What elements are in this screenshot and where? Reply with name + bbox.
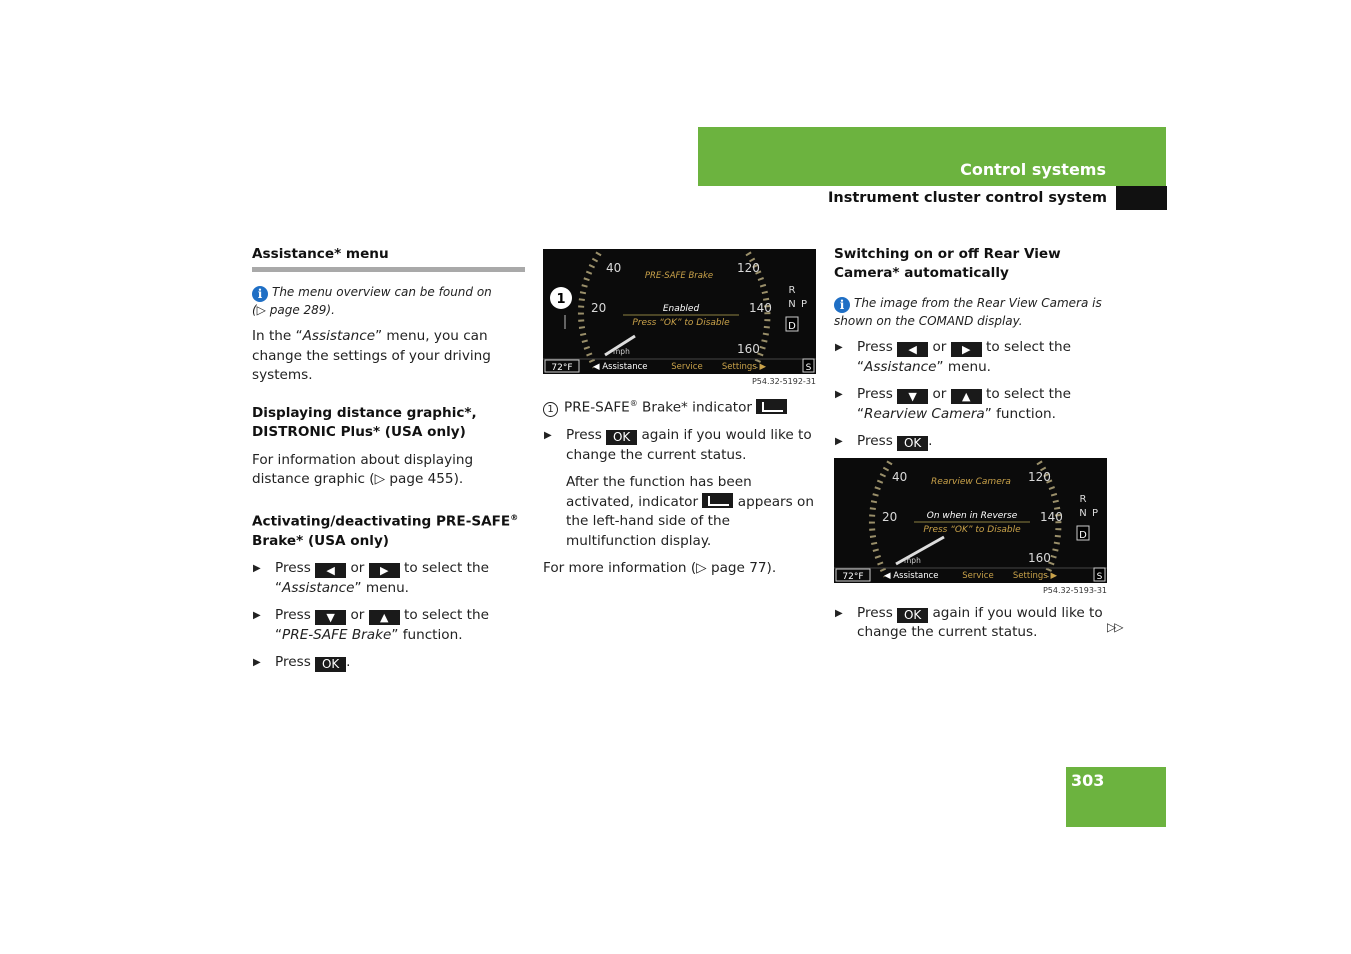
right-key-icon: ▶ <box>369 563 400 578</box>
temperature-readout: 72°F <box>551 363 573 373</box>
up-key-icon: ▲ <box>951 389 982 404</box>
ok-key-icon: OK <box>315 657 346 672</box>
column-right <box>834 245 1107 643</box>
step-select-rearview: ▶ Press ▼ or ▲ to select the “Rearview Camera” function. <box>835 386 1071 422</box>
menu-service: Service <box>962 570 994 581</box>
left-key-icon: ◀ <box>315 563 346 578</box>
page-ref-link[interactable]: (▷ page 289). <box>252 303 335 317</box>
gear-r: R <box>788 285 796 296</box>
more-info-link[interactable]: For more information (▷ page 77). <box>543 560 777 577</box>
info-icon: i <box>834 297 850 313</box>
display-title: Rearview Camera <box>931 476 1011 487</box>
page-number: 303 <box>1071 771 1105 790</box>
unit-label: mph <box>613 347 630 356</box>
unit-label: mph <box>904 555 921 565</box>
step-press-ok: ▶ Press OK . <box>835 433 933 450</box>
display-hint: Press “OK” to Disable <box>632 318 730 328</box>
speed-label-40: 40 <box>606 261 622 275</box>
presafe-heading: Activating/deactivating PRE-SAFE® Brake* (USA only) <box>252 512 519 549</box>
speed-label-140: 140 <box>749 301 772 315</box>
speed-label-160: 160 <box>1028 550 1051 565</box>
gear-p: P <box>800 299 808 310</box>
speed-label-120: 120 <box>1028 469 1051 484</box>
callout-1: 1 <box>556 292 566 307</box>
speed-label-120: 120 <box>737 261 760 275</box>
speed-label-20: 20 <box>882 509 898 524</box>
legend-item-1: 1 PRE-SAFE® Brake* indicator <box>543 394 816 418</box>
bullet-arrow-icon: ▶ <box>253 610 261 622</box>
assistance-menu-heading: Assistance* menu <box>252 246 389 262</box>
section-marker <box>1116 186 1167 210</box>
legend-number: 1 <box>543 402 558 417</box>
cluster-gauge-graphic <box>543 249 816 374</box>
gear-n: N <box>788 299 796 310</box>
gear-d: D <box>788 321 796 332</box>
step-press-ok-again: ▶ Press OK again if you would like to change the current status. <box>544 427 812 463</box>
info-note: i The image from the Rear View Camera is shown on the COMAND display. <box>834 296 1102 328</box>
menu-assistance: ◀ Assistance <box>884 570 939 581</box>
chapter-banner <box>698 127 1166 186</box>
cluster-s-indicator: S <box>805 363 812 373</box>
step-select-presafe: ▶ Press ▼ or ▲ to select the “PRE-SAFE Brake” function. <box>253 607 489 643</box>
display-title: PRE-SAFE Brake <box>644 271 714 281</box>
speed-label-140: 140 <box>1040 509 1063 524</box>
right-key-icon: ▶ <box>951 342 982 357</box>
speed-label-40: 40 <box>892 469 908 484</box>
page-number-box <box>1066 767 1166 827</box>
chapter-title: Control systems <box>960 160 1106 179</box>
figure-code: P54.32-5193-31 <box>1042 585 1107 595</box>
menu-service: Service <box>671 362 703 372</box>
column-left <box>252 245 525 673</box>
display-status: On when in Reverse <box>926 510 1018 521</box>
menu-assistance: ◀ Assistance <box>593 362 648 372</box>
step-select-assistance: ▶ Press ◀ or ▶ to select the “Assistance” menu. <box>253 560 489 596</box>
cluster-s-indicator: S <box>1096 571 1103 582</box>
section-title: Instrument cluster control system <box>827 190 1107 206</box>
display-hint: Press “OK” to Disable <box>923 524 1021 535</box>
down-key-icon: ▼ <box>897 389 928 404</box>
figure-code: P54.32-5192-31 <box>751 377 816 386</box>
gear-r: R <box>1079 493 1087 505</box>
speed-label-160: 160 <box>737 342 760 356</box>
bullet-arrow-icon: ▶ <box>835 436 843 447</box>
display-status: Enabled <box>662 304 700 314</box>
bullet-arrow-icon: ▶ <box>835 389 843 400</box>
heading-rule <box>252 267 525 272</box>
bullet-arrow-icon: ▶ <box>253 657 261 669</box>
temperature-readout: 72°F <box>842 571 864 582</box>
bullet-arrow-icon: ▶ <box>253 563 261 575</box>
step-select-assistance: ▶ Press ◀ or ▶ to select the “Assistance” menu. <box>835 339 1071 375</box>
cluster-display-rearview <box>834 458 1107 583</box>
speed-label-20: 20 <box>591 301 607 315</box>
rear-camera-heading: Switching on or off Rear View Camera* automatically <box>834 246 1061 281</box>
up-key-icon: ▲ <box>369 610 400 625</box>
intro-paragraph: In the “Assistance” menu, you can change the settings of your driving systems. <box>252 328 491 383</box>
gear-n: N <box>1079 507 1087 519</box>
bullet-arrow-icon: ▶ <box>835 607 843 619</box>
ok-key-icon: OK <box>897 608 928 623</box>
cluster-display-presafe <box>543 249 816 374</box>
menu-settings: Settings ▶ <box>1012 570 1057 581</box>
gear-p: P <box>1091 507 1099 519</box>
info-note: i The menu overview can be found on (▷ page 289). <box>252 285 492 317</box>
column-middle <box>543 249 816 579</box>
ok-key-icon: OK <box>606 430 637 445</box>
menu-settings: Settings ▶ <box>721 362 766 372</box>
continued-icon: ▷▷ <box>1107 620 1122 634</box>
bullet-arrow-icon: ▶ <box>544 430 552 442</box>
bullet-arrow-icon: ▶ <box>835 342 843 353</box>
down-key-icon: ▼ <box>315 610 346 625</box>
gear-d: D <box>1079 529 1087 541</box>
step-press-ok: ▶ Press OK . <box>253 654 351 672</box>
distance-graphic-text: For information about displaying distance graphic (▷ page 455). <box>252 451 474 487</box>
distance-graphic-heading: Displaying distance graphic*, DISTRONIC Plus* (USA only) <box>252 404 477 440</box>
ok-key-icon: OK <box>897 436 928 451</box>
step-press-ok-again: ▶ Press OK again if you would like to change the current status. <box>835 604 1103 640</box>
presafe-indicator-icon <box>702 493 733 508</box>
presafe-indicator-icon <box>756 399 787 414</box>
after-activation-text: After the function has been activated, indicator appears on the left-hand side of the multifunction display. <box>566 474 814 549</box>
cluster-gauge-graphic <box>834 458 1107 583</box>
info-icon: i <box>252 286 268 302</box>
left-key-icon: ◀ <box>897 342 928 357</box>
